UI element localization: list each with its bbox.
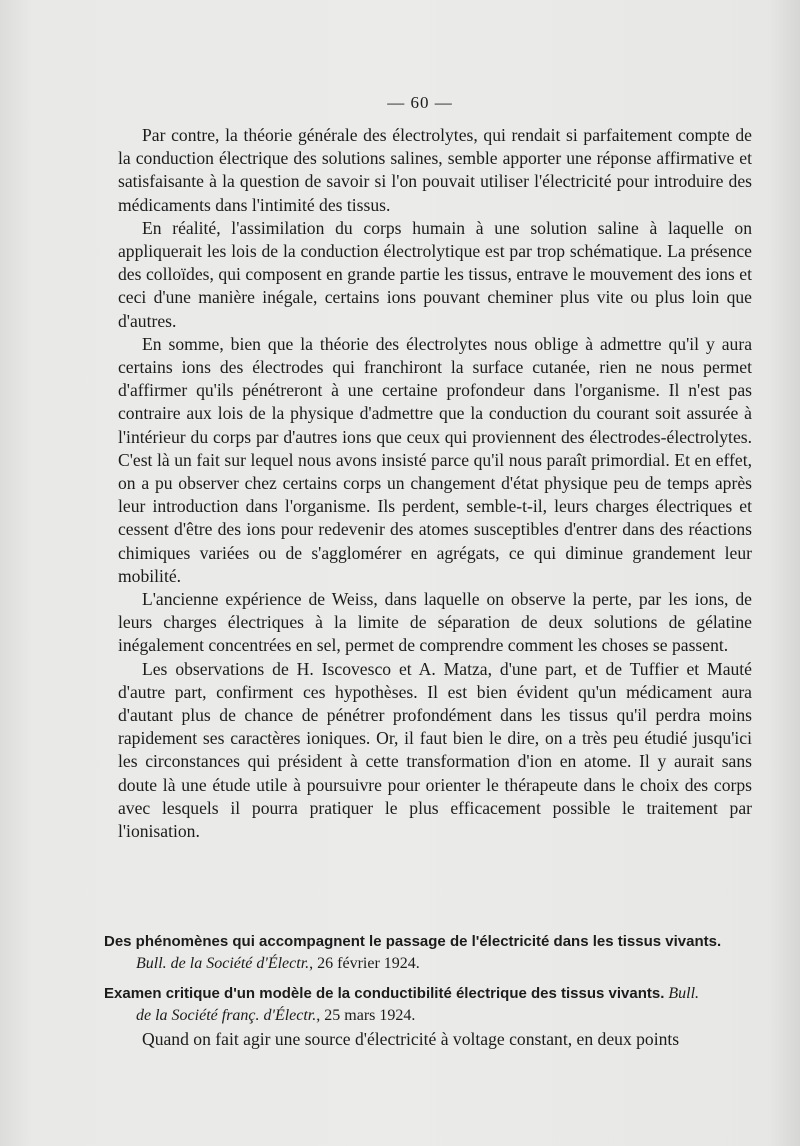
paragraph: En somme, bien que la théorie des électrolytes nous oblige à admettre qu'il y aura certains ions des électrodes qui franchiront la surface cutanée, rien ne nous permet d'affirmer qu'ils pénétreront à une certaine profondeur dans l'organisme. Il n'est pas contraire aux lois de la physique d'admettre que la conduction du courant soit assurée à l'intérieur du corps par d'autres ions que ceux qui proviennent des électrodes-électrolytes. C'est là un fait sur lequel nous avons insisté parce qu'il nous paraît primordial. Et en effet, on a pu observer chez certains corps un changement d'état physique peu de temps après leur introduction dans l'organisme. Ils perdent, semble-t-il, leurs charges électriques et cessent d'être des ions pour redevenir des atomes susceptibles d'entrer dans des réactions chimiques variées ou de s'agglomérer en agrégats, ce qui diminue grandement leur mobilité. xyxy=(118,333,752,586)
reference-date: , 25 mars 1924. xyxy=(316,1007,416,1024)
page-number: — 60 — xyxy=(387,93,453,112)
main-text xyxy=(118,124,752,843)
reference-source-inline: Bull. xyxy=(668,985,700,1002)
continuation-line: Quand on fait agir une source d'électricité à voltage constant, en deux points xyxy=(142,1029,680,1049)
paragraph: Les observations de H. Iscovesco et A. Matza, d'une part, et de Tuffier et Mauté d'autre part, confirment ces hypothèses. Il est bien évident qu'un médicament aura d'autant plus de chance de pénétrer profondément dans les tissus qu'il perdra moins rapidement ses caractères ioniques. Or, il faut bien le dire, on a très peu étudié jusqu'ici les circonstances qui président à cette transformation d'ion en atome. Il y aurait sans doute là une étude utile à poursuivre pour orienter le thérapeute dans le choix des corps avec lesquels il pourra pratiquer le plus efficacement possible le traitement par l'ionisation. xyxy=(118,658,752,842)
reference-source: de la Société franç. d'Électr. xyxy=(136,1007,317,1024)
reference-item xyxy=(104,983,752,1027)
reference-title: Des phénomènes qui accompagnent le passage de l'électricité dans les tissus vivants. xyxy=(104,933,722,950)
reference-item xyxy=(104,931,752,975)
reference-source: Bull. de la Société d'Électr. xyxy=(136,955,310,972)
reference-title: Examen critique d'un modèle de la conductibilité électrique des tissus vivants. xyxy=(104,985,665,1002)
reference-date: , 26 février 1924. xyxy=(309,955,420,972)
paragraph: L'ancienne expérience de Weiss, dans laquelle on observe la perte, par les ions, de leurs charges électriques à la limite de séparation de deux solutions de gélatine inégalement concentrées en sel, permet de comprendre comment les choses se passent. xyxy=(118,589,752,656)
paragraph: En réalité, l'assimilation du corps humain à une solution saline à laquelle on appliquerait les lois de la conduction électrolytique est par trop schématique. La présence des colloïdes, qui composent en grande partie les tissus, entrave le mouvement des ions et ceci d'une manière inégale, certains ions pouvant cheminer plus vite ou plus loin que d'autres. xyxy=(118,217,752,331)
paragraph: Par contre, la théorie générale des électrolytes, qui rendait si parfaitement compte de la conduction électrique des solutions salines, semble apporter une réponse affirmative et satisfaisante à la question de savoir si l'on pouvait utiliser l'électricité pour introduire des médicaments dans l'intimité des tissus. xyxy=(118,125,752,215)
references xyxy=(104,931,752,1035)
